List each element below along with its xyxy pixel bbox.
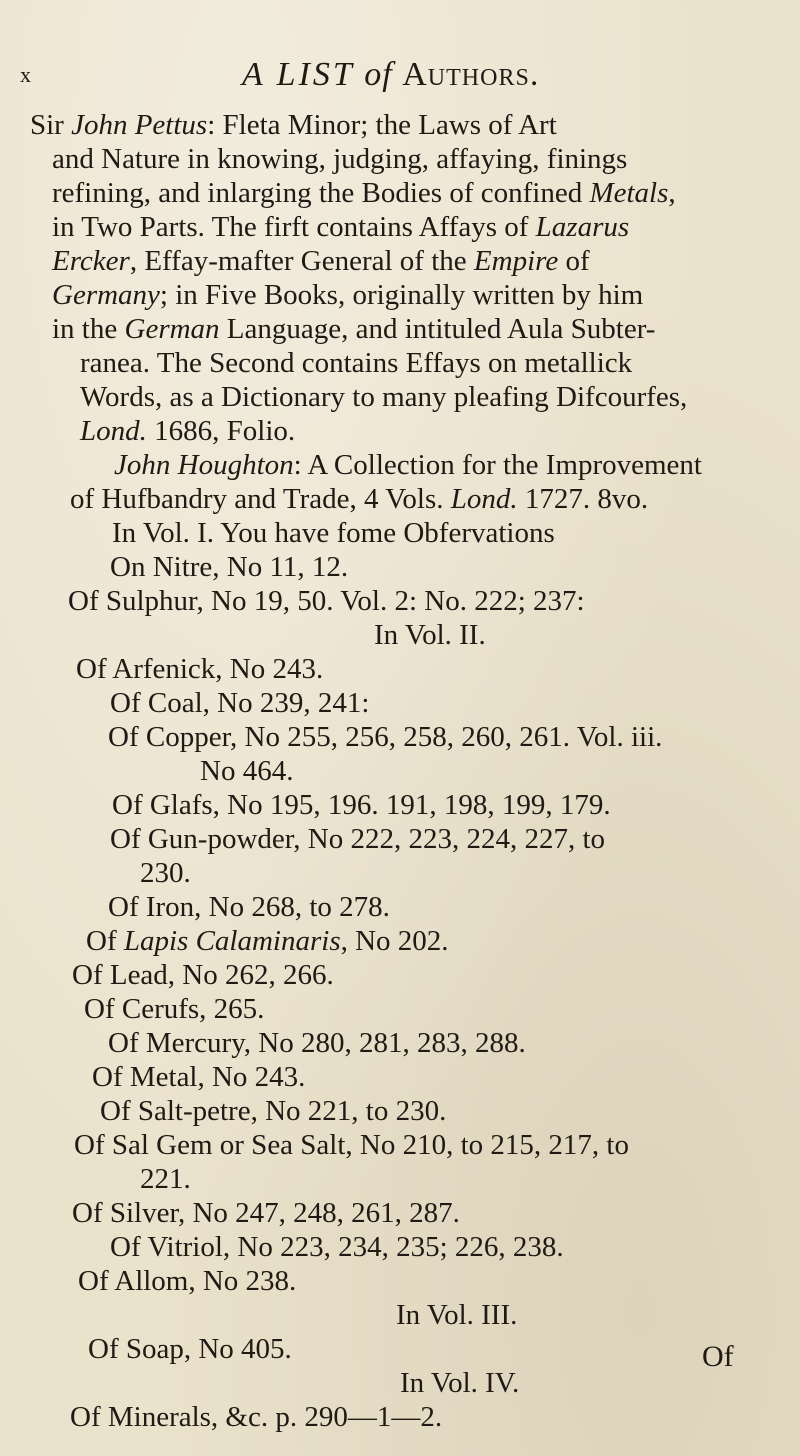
text-line <box>70 1400 442 1434</box>
text-run: In Vol. III. <box>396 1299 518 1331</box>
text-line <box>80 414 295 448</box>
text-run: In Vol. IV. <box>400 1367 520 1399</box>
text-run: Of Silver, No 247, 248, 261, 287. <box>72 1197 460 1229</box>
page-heading <box>242 56 539 94</box>
text-run: and Nature in knowing, judging, affaying, finings <box>52 143 628 175</box>
text-line <box>78 1264 296 1298</box>
text-run: 1686, Folio. <box>146 415 296 447</box>
text-line <box>84 992 264 1026</box>
text-run: Of Mercury, No 280, 281, 283, 288. <box>108 1027 526 1059</box>
text-line <box>400 1366 519 1400</box>
text-run: ; in Five Books, originally written by him <box>159 279 644 311</box>
text-run: Sir <box>30 109 72 141</box>
heading-authors: Authors. <box>402 56 540 93</box>
text-line <box>374 618 486 652</box>
italic-run: John Pettus <box>71 109 208 141</box>
text-run: Words, as a Dictionary to many pleafing Difcourfes, <box>80 381 688 413</box>
text-line <box>140 856 191 890</box>
text-line <box>110 550 348 584</box>
text-line <box>110 1230 564 1264</box>
text-run: Of Cerufs, 265. <box>84 993 265 1025</box>
italic-run: Lazarus <box>535 211 630 243</box>
text-line <box>112 788 611 822</box>
italic-run: German <box>124 313 220 345</box>
text-run: Of Arfenick, No 243. <box>76 653 324 685</box>
text-line <box>108 890 390 924</box>
italic-run: Lapis Calaminaris <box>123 925 341 957</box>
text-run: in the <box>52 313 125 345</box>
text-run: of Hufbandry and Trade, 4 Vols. <box>70 483 451 515</box>
text-run: Of Coal, No 239, 241: <box>110 687 370 719</box>
text-run: ranea. The Second contains Effays on metallick <box>80 347 633 379</box>
text-run: in Two Parts. The firft contains Affays of <box>52 211 536 243</box>
catchword: Of <box>702 1340 734 1373</box>
text-run: Of Allom, No 238. <box>78 1265 297 1297</box>
text-line <box>52 278 643 312</box>
text-run: refining, and inlarging the Bodies of confined <box>52 177 590 209</box>
text-line <box>52 244 590 278</box>
text-run: Of Soap, No 405. <box>88 1333 292 1365</box>
text-line <box>140 1162 191 1196</box>
italic-run: Lond. <box>80 415 147 447</box>
text-run: Of Salt-petre, No 221, to 230. <box>100 1095 447 1127</box>
text-run: Of Vitriol, No 223, 234, 235; 226, 238. <box>110 1231 564 1263</box>
text-line <box>88 1332 292 1366</box>
text-run: Of Minerals, &c. p. 290—1—2. <box>70 1401 443 1433</box>
text-line <box>70 482 648 516</box>
text-run: Of Iron, No 268, to 278. <box>108 891 390 923</box>
text-line <box>52 312 655 346</box>
text-run: In Vol. I. You have fome Obfervations <box>112 517 555 549</box>
text-line <box>30 108 557 142</box>
italic-run: Germany <box>52 279 160 311</box>
text-run: , Effay-mafter General of the <box>129 245 474 277</box>
text-run: Of Copper, No 255, 256, 258, 260, 261. Vol. iii. <box>108 721 663 753</box>
text-run: In Vol. II. <box>374 619 486 651</box>
text-line <box>76 652 323 686</box>
signature-mark: x <box>20 62 31 87</box>
text-run: Of Gun-powder, No 222, 223, 224, 227, to <box>110 823 606 855</box>
italic-run: Metals <box>589 177 669 209</box>
text-run: Of Metal, No 243. <box>92 1061 306 1093</box>
text-line <box>110 822 605 856</box>
text-line <box>114 448 702 482</box>
heading-of: of <box>364 56 393 93</box>
text-line <box>92 1060 305 1094</box>
text-line <box>112 516 555 550</box>
text-line <box>72 1196 460 1230</box>
text-line <box>80 380 687 414</box>
text-line <box>86 924 449 958</box>
italic-run: Lond. <box>450 483 518 515</box>
text-run: Of Glafs, No 195, 196. 191, 198, 199, 179. <box>112 789 611 821</box>
text-line <box>68 584 585 618</box>
text-run: , No 202. <box>340 925 449 957</box>
text-line <box>110 686 369 720</box>
italic-run: Ercker <box>52 245 130 277</box>
text-run: 1727. 8vo. <box>517 483 649 515</box>
text-run: : A Collection for the Improvement <box>293 449 702 481</box>
italic-run: John Houghton <box>114 449 294 481</box>
text-line <box>52 210 629 244</box>
text-line <box>396 1298 517 1332</box>
heading-list: A LIST <box>242 56 355 93</box>
text-line <box>108 720 662 754</box>
text-run: Of <box>86 925 124 957</box>
text-line <box>74 1128 629 1162</box>
text-run: of <box>558 245 590 277</box>
text-line <box>108 1026 526 1060</box>
text-run: , <box>668 177 676 209</box>
text-run: 230. <box>140 857 191 889</box>
text-line <box>52 142 627 176</box>
text-run: Of Sulphur, No 19, 50. Vol. 2: No. 222; 237: <box>68 585 585 617</box>
text-line <box>100 1094 446 1128</box>
text-run: No 464. <box>200 755 294 787</box>
text-run: : Fleta Minor; the Laws of Art <box>207 109 557 141</box>
italic-run: Empire <box>473 245 559 277</box>
text-line <box>72 958 334 992</box>
text-line <box>200 754 293 788</box>
text-line <box>52 176 676 210</box>
text-run: On Nitre, No 11, 12. <box>110 551 349 583</box>
text-run: 221. <box>140 1163 191 1195</box>
text-run: Of Lead, No 262, 266. <box>72 959 334 991</box>
text-run: Language, and intituled Aula Subter- <box>219 313 656 345</box>
text-line <box>80 346 632 380</box>
text-run: Of Sal Gem or Sea Salt, No 210, to 215, 217, to <box>74 1129 629 1161</box>
